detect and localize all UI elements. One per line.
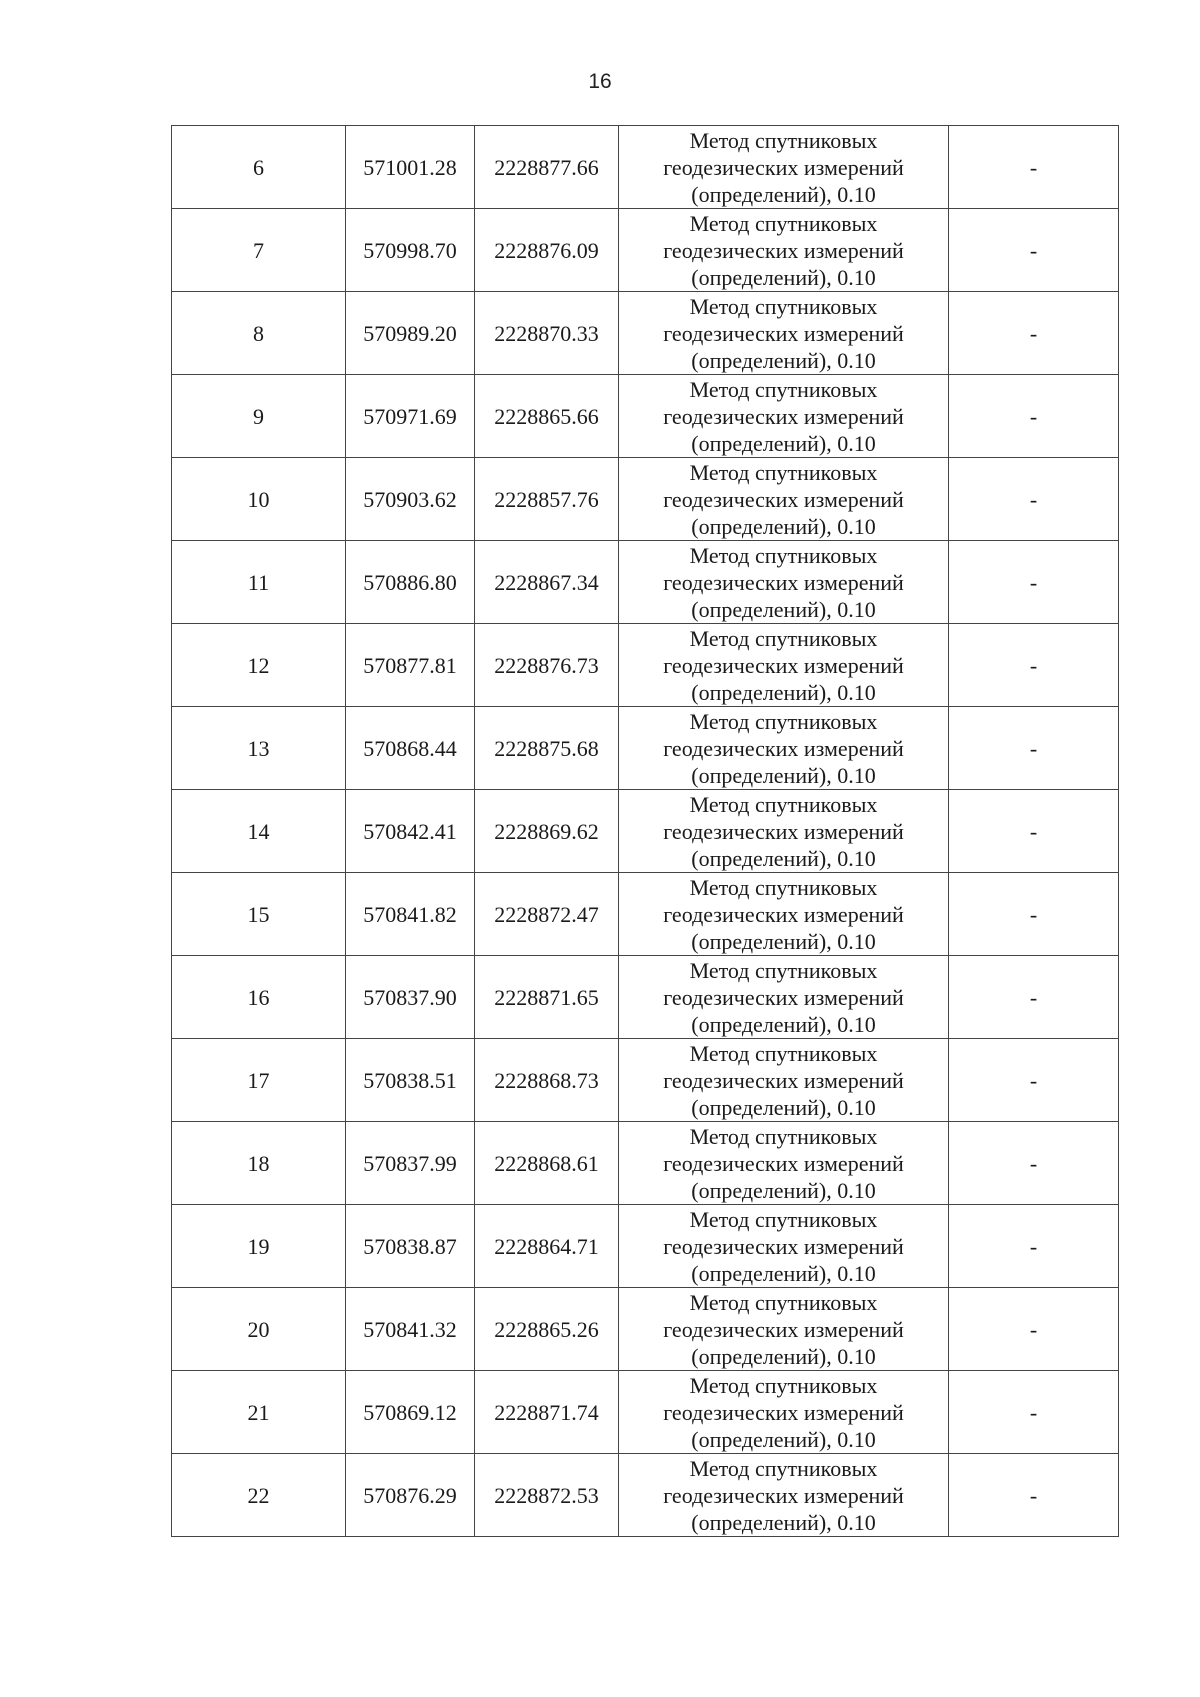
- y-coordinate-cell: 2228872.53: [475, 1454, 619, 1537]
- table-row: [172, 1205, 1119, 1288]
- x-coordinate-cell: 570886.80: [346, 541, 475, 624]
- table-row: [172, 1039, 1119, 1122]
- method-line: геодезических измерений: [663, 1233, 904, 1259]
- method-line: (определений), 0.10: [691, 762, 876, 788]
- method-line: (определений), 0.10: [691, 347, 876, 373]
- x-coordinate-cell: 570842.41: [346, 790, 475, 873]
- note-cell: -: [949, 1371, 1119, 1454]
- point-number-cell: 10: [172, 458, 346, 541]
- method-cell: [619, 209, 949, 292]
- method-line: (определений), 0.10: [691, 264, 876, 290]
- y-coordinate-cell: 2228864.71: [475, 1205, 619, 1288]
- x-coordinate-cell: 570837.90: [346, 956, 475, 1039]
- table-row: [172, 1122, 1119, 1205]
- x-coordinate-cell: 570903.62: [346, 458, 475, 541]
- x-coordinate-cell: 570837.99: [346, 1122, 475, 1205]
- y-coordinate-cell: 2228877.66: [475, 126, 619, 209]
- method-line: геодезических измерений: [663, 901, 904, 927]
- method-line: геодезических измерений: [663, 1067, 904, 1093]
- table-row: [172, 209, 1119, 292]
- y-coordinate-cell: 2228872.47: [475, 873, 619, 956]
- table-row: [172, 292, 1119, 375]
- x-coordinate-cell: 570876.29: [346, 1454, 475, 1537]
- method-line: Метод спутниковых: [689, 957, 878, 983]
- method-line: геодезических измерений: [663, 1399, 904, 1425]
- method-line: геодезических измерений: [663, 1316, 904, 1342]
- note-cell: -: [949, 209, 1119, 292]
- method-line: Метод спутниковых: [689, 376, 878, 402]
- method-line: Метод спутниковых: [689, 1040, 878, 1066]
- y-coordinate-cell: 2228870.33: [475, 292, 619, 375]
- method-line: геодезических измерений: [663, 320, 904, 346]
- y-coordinate-cell: 2228871.65: [475, 956, 619, 1039]
- method-line: (определений), 0.10: [691, 1094, 876, 1120]
- point-number-cell: 11: [172, 541, 346, 624]
- method-line: геодезических измерений: [663, 984, 904, 1010]
- note-cell: -: [949, 541, 1119, 624]
- point-number-cell: 12: [172, 624, 346, 707]
- method-line: геодезических измерений: [663, 1482, 904, 1508]
- method-cell: [619, 956, 949, 1039]
- note-cell: -: [949, 1122, 1119, 1205]
- x-coordinate-cell: 570998.70: [346, 209, 475, 292]
- method-line: геодезических измерений: [663, 237, 904, 263]
- point-number-cell: 13: [172, 707, 346, 790]
- method-line: Метод спутниковых: [689, 708, 878, 734]
- method-cell: [619, 1205, 949, 1288]
- y-coordinate-cell: 2228865.26: [475, 1288, 619, 1371]
- point-number-cell: 17: [172, 1039, 346, 1122]
- table-row: [172, 873, 1119, 956]
- table-row: [172, 1288, 1119, 1371]
- note-cell: -: [949, 458, 1119, 541]
- note-cell: -: [949, 375, 1119, 458]
- coordinates-table: [171, 125, 1119, 1537]
- method-line: (определений), 0.10: [691, 845, 876, 871]
- method-line: Метод спутниковых: [689, 625, 878, 651]
- method-line: Метод спутниковых: [689, 1206, 878, 1232]
- y-coordinate-cell: 2228857.76: [475, 458, 619, 541]
- point-number-cell: 22: [172, 1454, 346, 1537]
- note-cell: -: [949, 624, 1119, 707]
- table-row: [172, 707, 1119, 790]
- note-cell: -: [949, 1454, 1119, 1537]
- method-line: Метод спутниковых: [689, 1123, 878, 1149]
- note-cell: -: [949, 873, 1119, 956]
- x-coordinate-cell: 570838.87: [346, 1205, 475, 1288]
- x-coordinate-cell: 570841.82: [346, 873, 475, 956]
- method-line: Метод спутниковых: [689, 791, 878, 817]
- y-coordinate-cell: 2228871.74: [475, 1371, 619, 1454]
- table-row: [172, 375, 1119, 458]
- point-number-cell: 6: [172, 126, 346, 209]
- x-coordinate-cell: 571001.28: [346, 126, 475, 209]
- method-cell: [619, 790, 949, 873]
- method-cell: [619, 707, 949, 790]
- table-row: [172, 790, 1119, 873]
- method-line: Метод спутниковых: [689, 1289, 878, 1315]
- point-number-cell: 14: [172, 790, 346, 873]
- note-cell: -: [949, 126, 1119, 209]
- y-coordinate-cell: 2228868.61: [475, 1122, 619, 1205]
- x-coordinate-cell: 570971.69: [346, 375, 475, 458]
- x-coordinate-cell: 570877.81: [346, 624, 475, 707]
- method-line: (определений), 0.10: [691, 1260, 876, 1286]
- method-line: (определений), 0.10: [691, 1426, 876, 1452]
- note-cell: -: [949, 292, 1119, 375]
- note-cell: -: [949, 790, 1119, 873]
- method-line: (определений), 0.10: [691, 1343, 876, 1369]
- table-row: [172, 126, 1119, 209]
- method-line: Метод спутниковых: [689, 127, 878, 153]
- method-cell: [619, 292, 949, 375]
- table-row: [172, 458, 1119, 541]
- table-row: [172, 956, 1119, 1039]
- method-line: геодезических измерений: [663, 652, 904, 678]
- note-cell: -: [949, 956, 1119, 1039]
- point-number-cell: 8: [172, 292, 346, 375]
- method-line: Метод спутниковых: [689, 210, 878, 236]
- x-coordinate-cell: 570989.20: [346, 292, 475, 375]
- y-coordinate-cell: 2228876.09: [475, 209, 619, 292]
- method-line: (определений), 0.10: [691, 430, 876, 456]
- method-line: (определений), 0.10: [691, 679, 876, 705]
- y-coordinate-cell: 2228868.73: [475, 1039, 619, 1122]
- method-cell: [619, 1288, 949, 1371]
- table-row: [172, 541, 1119, 624]
- method-line: геодезических измерений: [663, 403, 904, 429]
- method-line: геодезических измерений: [663, 569, 904, 595]
- y-coordinate-cell: 2228869.62: [475, 790, 619, 873]
- note-cell: -: [949, 1288, 1119, 1371]
- table-row: [172, 1454, 1119, 1537]
- method-cell: [619, 1454, 949, 1537]
- method-line: геодезических измерений: [663, 154, 904, 180]
- y-coordinate-cell: 2228867.34: [475, 541, 619, 624]
- method-cell: [619, 126, 949, 209]
- x-coordinate-cell: 570868.44: [346, 707, 475, 790]
- method-line: Метод спутниковых: [689, 1455, 878, 1481]
- method-cell: [619, 873, 949, 956]
- note-cell: -: [949, 1039, 1119, 1122]
- point-number-cell: 15: [172, 873, 346, 956]
- method-line: Метод спутниковых: [689, 293, 878, 319]
- method-line: (определений), 0.10: [691, 513, 876, 539]
- method-line: Метод спутниковых: [689, 542, 878, 568]
- x-coordinate-cell: 570841.32: [346, 1288, 475, 1371]
- point-number-cell: 16: [172, 956, 346, 1039]
- method-cell: [619, 541, 949, 624]
- method-line: Метод спутниковых: [689, 459, 878, 485]
- method-line: Метод спутниковых: [689, 874, 878, 900]
- method-cell: [619, 458, 949, 541]
- method-line: Метод спутниковых: [689, 1372, 878, 1398]
- method-line: (определений), 0.10: [691, 1177, 876, 1203]
- table-row: [172, 624, 1119, 707]
- note-cell: -: [949, 707, 1119, 790]
- method-line: геодезических измерений: [663, 486, 904, 512]
- point-number-cell: 7: [172, 209, 346, 292]
- point-number-cell: 18: [172, 1122, 346, 1205]
- y-coordinate-cell: 2228875.68: [475, 707, 619, 790]
- point-number-cell: 21: [172, 1371, 346, 1454]
- method-line: геодезических измерений: [663, 1150, 904, 1176]
- method-cell: [619, 1371, 949, 1454]
- method-line: (определений), 0.10: [691, 1011, 876, 1037]
- table-row: [172, 1371, 1119, 1454]
- method-cell: [619, 1039, 949, 1122]
- method-cell: [619, 1122, 949, 1205]
- method-line: (определений), 0.10: [691, 596, 876, 622]
- y-coordinate-cell: 2228865.66: [475, 375, 619, 458]
- page-number: 16: [588, 70, 612, 93]
- method-line: (определений), 0.10: [691, 928, 876, 954]
- x-coordinate-cell: 570838.51: [346, 1039, 475, 1122]
- note-cell: -: [949, 1205, 1119, 1288]
- method-cell: [619, 624, 949, 707]
- point-number-cell: 9: [172, 375, 346, 458]
- y-coordinate-cell: 2228876.73: [475, 624, 619, 707]
- method-cell: [619, 375, 949, 458]
- point-number-cell: 20: [172, 1288, 346, 1371]
- point-number-cell: 19: [172, 1205, 346, 1288]
- method-line: (определений), 0.10: [691, 1509, 876, 1535]
- x-coordinate-cell: 570869.12: [346, 1371, 475, 1454]
- method-line: геодезических измерений: [663, 735, 904, 761]
- method-line: геодезических измерений: [663, 818, 904, 844]
- coordinates-table-body: [172, 126, 1119, 1537]
- method-line: (определений), 0.10: [691, 181, 876, 207]
